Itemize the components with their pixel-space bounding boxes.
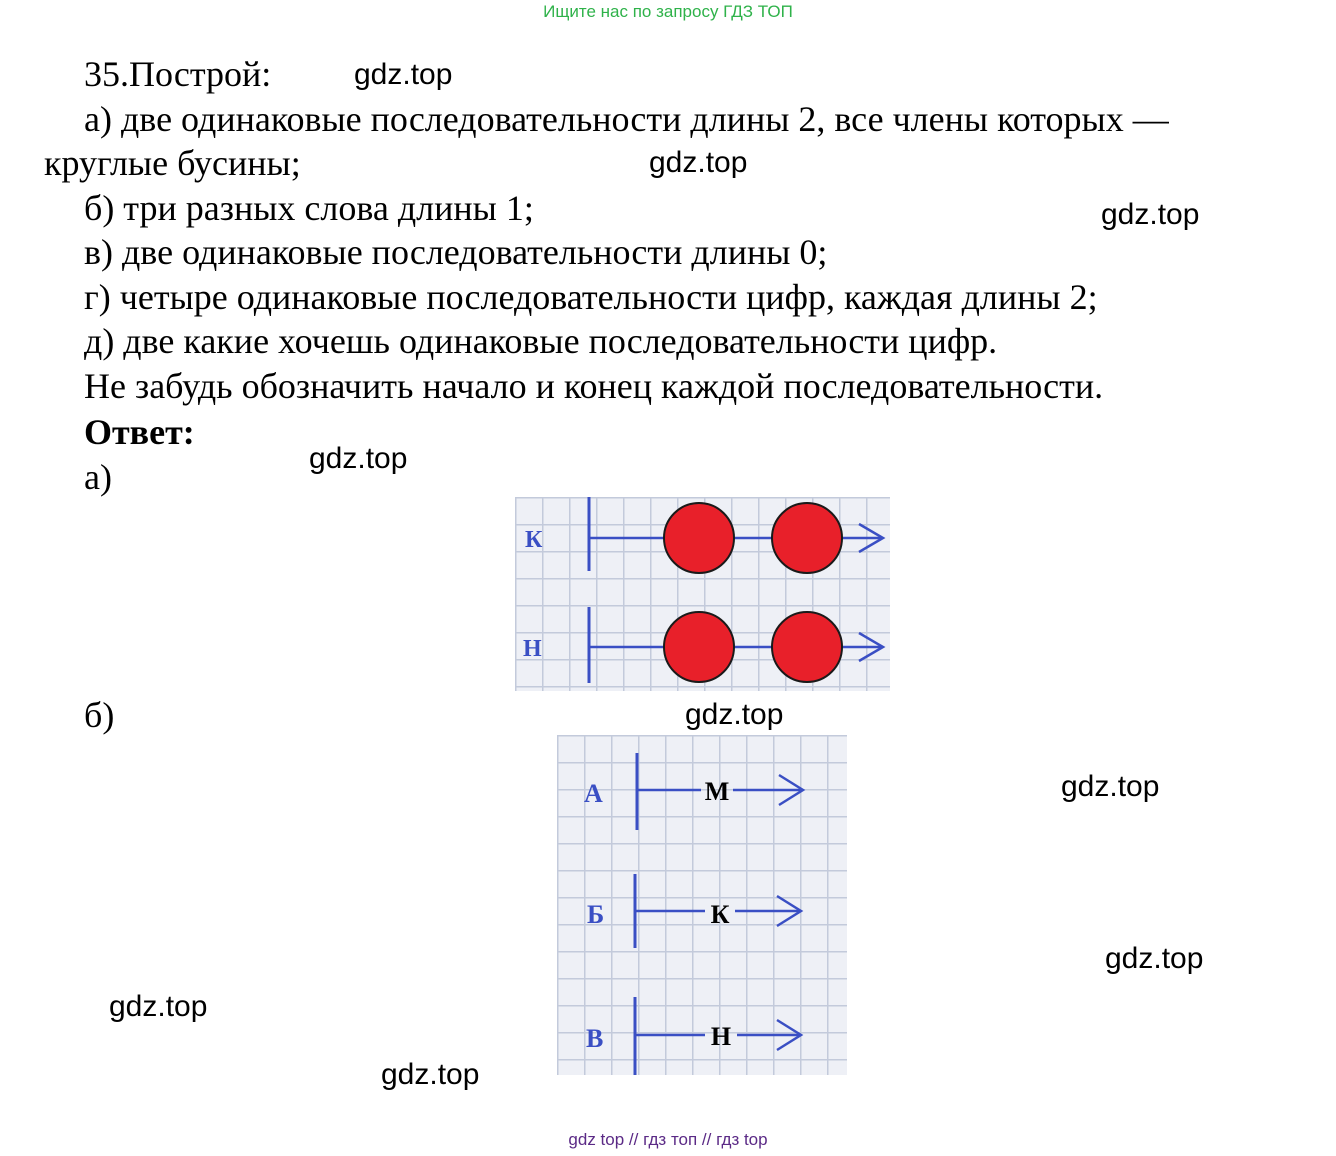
- figure-a-row2-label: Н: [523, 636, 542, 662]
- task-item-a: а) две одинаковые последовательности длины 2, все члены которых —: [84, 99, 1169, 139]
- answer-part-a-label: а): [84, 457, 112, 497]
- figure-b-row3-label: В: [586, 1024, 604, 1053]
- task-item-d: д) две какие хочешь одинаковые последовательности цифр.: [84, 321, 998, 361]
- watermark: gdz.top: [1061, 770, 1160, 803]
- task-item-g: г) четыре одинаковые последовательности цифр, каждая длины 2;: [84, 277, 1098, 317]
- task-note: Не забудь обозначить начало и конец каждой последовательности.: [84, 366, 1104, 406]
- figure-b-row3-letter: Н: [710, 1022, 732, 1051]
- figure-b-row2-letter: К: [710, 900, 730, 929]
- figure-a-svg: [515, 497, 890, 691]
- task-title: Построй:: [129, 54, 272, 94]
- task-number: 35.: [84, 54, 129, 94]
- task-item-v: в) две одинаковые последовательности длины 0;: [84, 232, 828, 272]
- watermark: gdz.top: [649, 146, 748, 179]
- footer-links: gdz top // гдз топ // гдз top: [568, 1130, 768, 1149]
- figure-b-svg: [557, 735, 847, 1075]
- task-item-a-cont: круглые бусины;: [44, 143, 301, 183]
- figure-a-row2-bead-2: [772, 612, 842, 682]
- figure-a-row1-bead-1: [664, 503, 734, 573]
- watermark: gdz.top: [1105, 942, 1204, 975]
- figure-a-row1-bead-2: [772, 503, 842, 573]
- watermark: gdz.top: [354, 58, 453, 91]
- figure-b-row2-label: Б: [587, 900, 605, 929]
- watermark: gdz.top: [109, 990, 208, 1023]
- answer-part-b-label: б): [84, 695, 115, 735]
- figure-a-row2-bead-1: [664, 612, 734, 682]
- task-header: [84, 54, 271, 94]
- top-banner: Ищите нас по запросу ГДЗ ТОП: [543, 2, 793, 21]
- watermark: gdz.top: [309, 442, 408, 475]
- figure-a-row1-label: К: [525, 527, 543, 553]
- watermark: gdz.top: [685, 698, 784, 731]
- task-item-b: б) три разных слова длины 1;: [84, 188, 534, 228]
- watermark: gdz.top: [1101, 198, 1200, 231]
- answer-heading: Ответ:: [84, 412, 195, 452]
- figure-a-bead-sequences: [515, 497, 890, 691]
- figure-b-row1-letter: М: [704, 777, 730, 806]
- watermark: gdz.top: [381, 1058, 480, 1091]
- figure-b-word-sequences: [557, 735, 847, 1075]
- figure-b-row1-label: А: [584, 779, 603, 808]
